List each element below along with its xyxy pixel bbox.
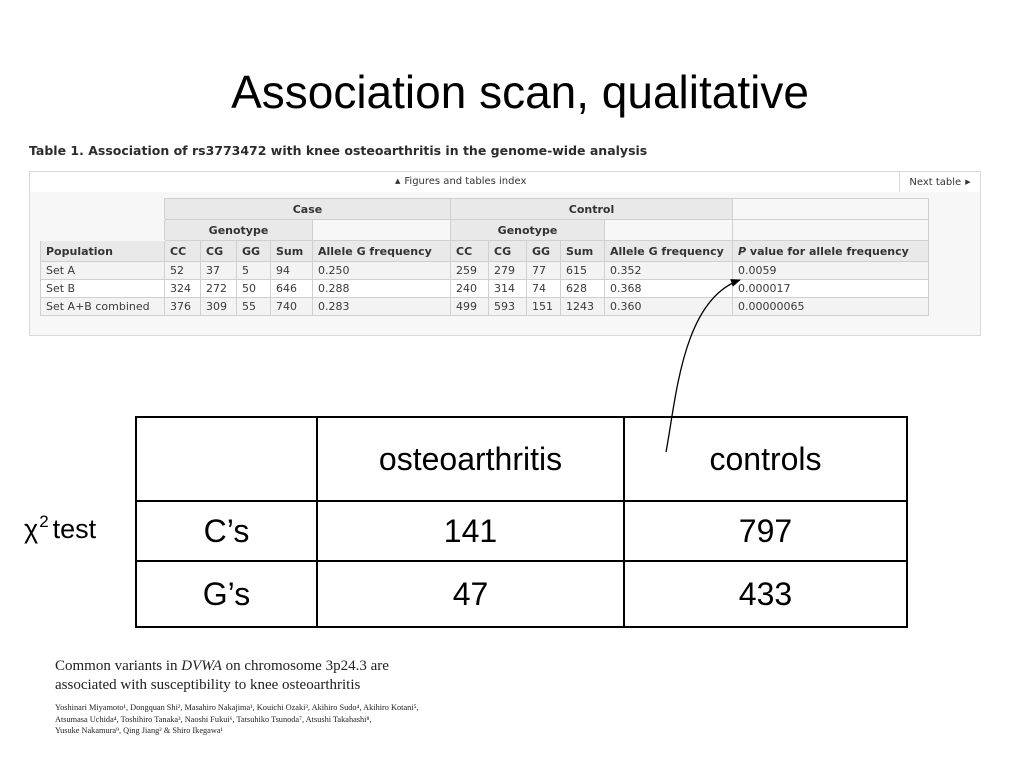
cell-population: Set A	[41, 262, 165, 280]
column-header: CG	[201, 241, 237, 262]
contingency-cell: 141	[317, 501, 624, 561]
authors-line: Atsumasa Uchida⁴, Toshihiro Tanaka³, Naoshi Fukui⁶, Tatsuhiko Tsunoda⁷, Atsushi Takahashi⁸,	[55, 714, 372, 724]
table-caption: Table 1. Association of rs3773472 with knee osteoarthritis in the genome-wide analysis	[29, 143, 648, 158]
cell: 77	[527, 262, 561, 280]
cell: 151	[527, 298, 561, 316]
cell: 593	[489, 298, 527, 316]
cell: 324	[165, 280, 201, 298]
contingency-cell: 797	[624, 501, 907, 561]
triangle-right-icon: ▶	[965, 178, 971, 186]
cell: 240	[451, 280, 489, 298]
contingency-cell: 433	[624, 561, 907, 627]
column-header: CC	[165, 241, 201, 262]
cell: 0.283	[313, 298, 451, 316]
cell: 628	[561, 280, 605, 298]
cell: 0.368	[605, 280, 733, 298]
cell: 499	[451, 298, 489, 316]
cell: 37	[201, 262, 237, 280]
cell: 615	[561, 262, 605, 280]
column-header: GG	[527, 241, 561, 262]
cell: 74	[527, 280, 561, 298]
column-header: CG	[489, 241, 527, 262]
contingency-corner-cell	[136, 417, 317, 501]
contingency-row	[136, 501, 907, 561]
cell-population: Set B	[41, 280, 165, 298]
contingency-table	[135, 416, 908, 628]
chi-exponent: 2	[39, 512, 49, 531]
next-table-label: Next table	[909, 177, 962, 188]
triangle-up-icon: ▲	[395, 177, 401, 185]
cell: 0.250	[313, 262, 451, 280]
cell: 52	[165, 262, 201, 280]
cell: 0.360	[605, 298, 733, 316]
cell: 94	[271, 262, 313, 280]
control-group-header: Control	[451, 199, 733, 220]
cell: 50	[237, 280, 271, 298]
cell-p-value: 0.000017	[733, 280, 929, 298]
contingency-cell: 47	[317, 561, 624, 627]
paper-title-part: Common variants in	[55, 658, 182, 674]
paper-title-part: on chromosome 3p24.3 are	[221, 658, 389, 674]
column-header: Allele G frequency	[313, 241, 451, 262]
p-value-header-rest: value for allele frequency	[746, 244, 909, 258]
chi-symbol: χ	[24, 514, 39, 544]
contingency-row-label: G’s	[136, 561, 317, 627]
figures-index-label: Figures and tables index	[404, 176, 527, 187]
chi-square-test-label	[24, 512, 96, 545]
cell: 272	[201, 280, 237, 298]
cell: 279	[489, 262, 527, 280]
cell: 314	[489, 280, 527, 298]
cell: 0.288	[313, 280, 451, 298]
case-group-header: Case	[165, 199, 451, 220]
cell: 0.352	[605, 262, 733, 280]
column-header: CC	[451, 241, 489, 262]
paper-authors	[55, 702, 485, 737]
cell: 259	[451, 262, 489, 280]
contingency-header-osteoarthritis: osteoarthritis	[317, 417, 624, 501]
contingency-header-controls: controls	[624, 417, 907, 501]
case-genotype-header: Genotype	[165, 220, 313, 241]
column-header: GG	[237, 241, 271, 262]
cell: 55	[237, 298, 271, 316]
cell-population: Set A+B combined	[41, 298, 165, 316]
column-header: Population	[41, 241, 165, 262]
paper-title	[55, 657, 495, 695]
authors-line: Yusuke Nakamura⁹, Qing Jiang² & Shiro Ikegawa¹	[55, 726, 224, 735]
cell: 309	[201, 298, 237, 316]
p-italic: P	[738, 244, 747, 258]
slide-title: Association scan, qualitative	[231, 66, 809, 118]
cell: 740	[271, 298, 313, 316]
cell-p-value: 0.0059	[733, 262, 929, 280]
chi-test-text: test	[52, 514, 97, 544]
column-header: Sum	[271, 241, 313, 262]
column-header: Sum	[561, 241, 605, 262]
authors-line: Yoshinari Miyamoto¹, Dongquan Shi², Masahiro Nakajima¹, Kouichi Ozaki³, Akihiro Sudo⁴, Akihiro Kotani⁵,	[55, 703, 419, 712]
paper-title-line2: associated with susceptibility to knee osteoarthritis	[55, 677, 361, 693]
cell: 5	[237, 262, 271, 280]
cell: 646	[271, 280, 313, 298]
paper-title-gene: DVWA	[181, 658, 222, 674]
cell: 376	[165, 298, 201, 316]
contingency-row-label: C’s	[136, 501, 317, 561]
column-header: Allele G frequency	[605, 241, 733, 262]
contingency-row	[136, 561, 907, 627]
control-genotype-header: Genotype	[451, 220, 605, 241]
cell-p-value: 0.00000065	[733, 298, 929, 316]
paper-reference	[55, 657, 495, 737]
contingency-header-row	[136, 417, 907, 501]
cell: 1243	[561, 298, 605, 316]
